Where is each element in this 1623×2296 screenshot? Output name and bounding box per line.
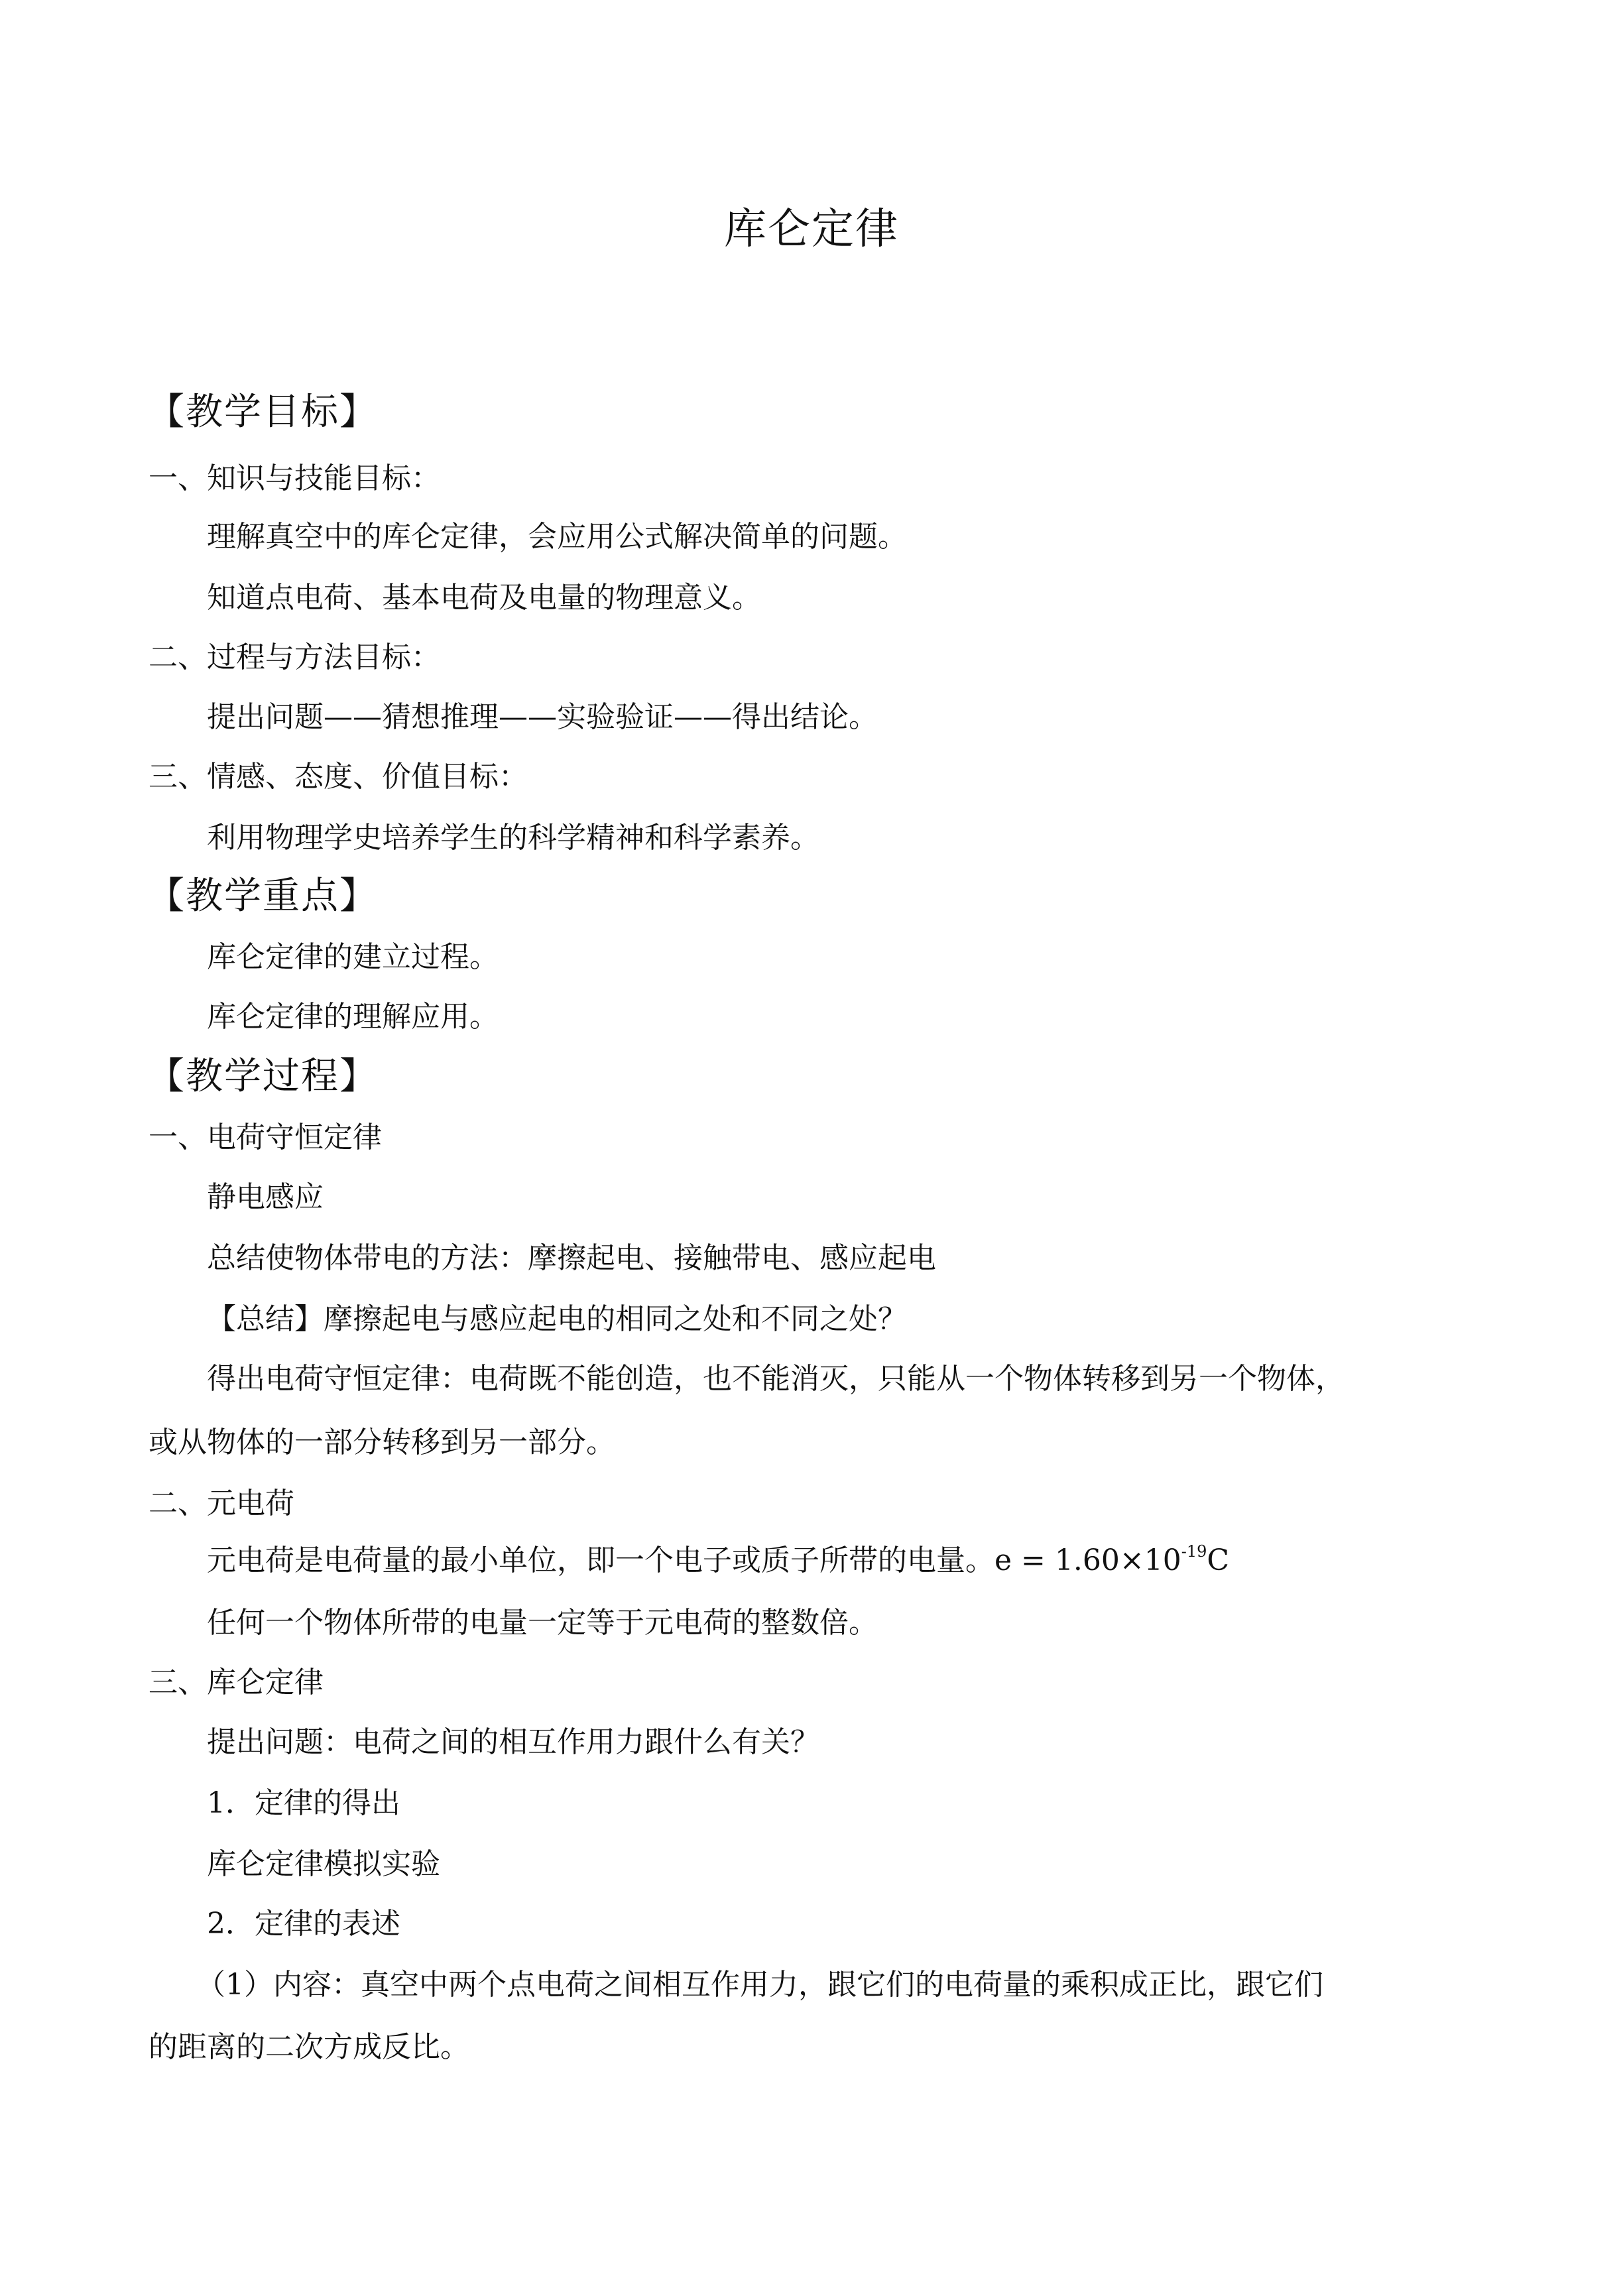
process-elementary-line-1 [207,1541,1229,1581]
process-coulomb-line-4: 2．定律的表述 [207,1907,400,1941]
process-section-charge-conservation: 一、电荷守恒定律 [149,1120,382,1154]
heading-teaching-process: 【教学过程】 [147,1055,378,1098]
objective-attitude-line-1: 利用物理学史培养学生的科学精神和科学素养。 [207,821,819,855]
heading-key-points: 【教学重点】 [147,875,378,918]
objective-process-line-1: 提出问题——猜想推理——实验验证——得出结论。 [207,700,878,734]
objective-knowledge-line-2: 知道点电荷、基本电荷及电量的物理意义。 [207,581,761,615]
process-coulomb-line-1: 提出问题：电荷之间的相互作用力跟什么有关？ [207,1725,819,1759]
process-conservation-line-1: 静电感应 [207,1180,324,1214]
process-coulomb-line-2: 1．定律的得出 [207,1786,400,1820]
process-elementary-line-2: 任何一个物体所带的电量一定等于元电荷的整数倍。 [207,1606,878,1640]
elementary-charge-text: 元电荷是电荷量的最小单位，即一个电子或质子所带的电量。e = 1.60×10 [207,1543,1181,1577]
process-conservation-line-4b: 或从物体的一部分转移到另一部分。 [149,1425,615,1459]
elementary-charge-unit: C [1207,1543,1230,1577]
process-section-elementary-charge: 二、元电荷 [149,1486,294,1520]
objective-section-process: 二、过程与方法目标： [149,640,440,674]
document-title: 库仑定律 [724,205,899,254]
process-section-coulomb-law: 三、库仑定律 [149,1665,324,1699]
process-conservation-line-3: 【总结】摩擦起电与感应起电的相同之处和不同之处？ [207,1302,907,1336]
process-coulomb-line-5b: 的距离的二次方成反比。 [149,2030,469,2064]
elementary-charge-exponent: -19 [1181,1542,1207,1561]
key-point-line-2: 库仑定律的理解应用。 [207,1000,499,1034]
process-conservation-line-4a: 得出电荷守恒定律：电荷既不能创造，也不能消灭，只能从一个物体转移到另一个物体， [207,1362,1345,1396]
objective-section-knowledge: 一、知识与技能目标： [149,461,440,495]
process-coulomb-line-5a: （1）内容：真空中两个点电荷之间相互作用力，跟它们的电荷量的乘积成正比，跟它们 [196,1968,1323,2002]
key-point-line-1: 库仑定律的建立过程。 [207,940,499,974]
process-conservation-line-2: 总结使物体带电的方法：摩擦起电、接触带电、感应起电 [207,1241,936,1275]
process-coulomb-line-3: 库仑定律模拟实验 [207,1847,440,1881]
objective-knowledge-line-1: 理解真空中的库仑定律，会应用公式解决简单的问题。 [207,520,907,554]
objective-section-attitude: 三、情感、态度、价值目标： [149,760,528,794]
heading-teaching-objectives: 【教学目标】 [147,391,378,434]
